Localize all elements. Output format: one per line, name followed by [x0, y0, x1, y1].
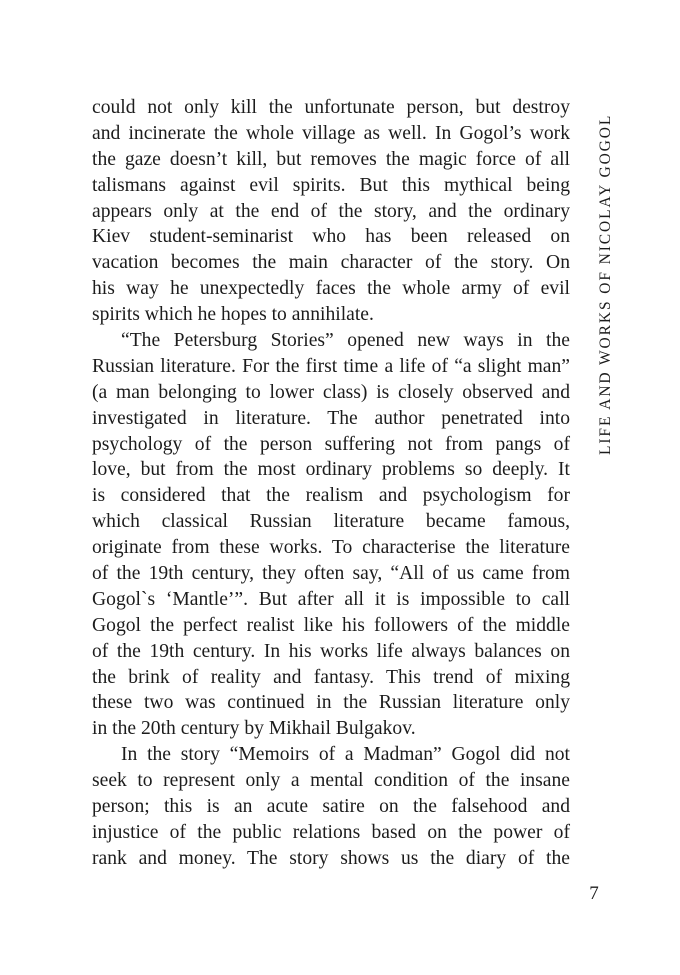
text-line: seek to represent only a mental condition of the insane [92, 770, 570, 792]
text-line: the brink of reality and fantasy. This trend of mixing [92, 666, 570, 688]
text-line: and incinerate the whole village as well. In Gogol’s work [92, 122, 570, 144]
text-line: appears only at the end of the story, and the ordinary [92, 200, 570, 222]
text-line: in the 20th century by Mikhail Bulgakov. [92, 718, 416, 740]
text-line: love, but from the most ordinary problems so deeply. It [92, 459, 570, 481]
text-line: psychology of the person suffering not from pangs of [92, 433, 570, 455]
text-line: vacation becomes the main character of the story. On [92, 252, 570, 274]
text-line: investigated in literature. The author penetrated into [92, 407, 570, 429]
text-line: person; this is an acute satire on the falsehood and [92, 796, 570, 818]
text-line: these two was continued in the Russian literature only [92, 692, 570, 714]
text-line: spirits which he hopes to annihilate. [92, 304, 374, 326]
body-text [92, 95, 570, 872]
text-line: could not only kill the unfortunate person, but destroy [92, 97, 570, 118]
text-line: Kiev student-seminarist who has been released on [92, 226, 570, 248]
text-line: Gogol the perfect realist like his followers of the middle [92, 614, 570, 636]
paragraph [92, 95, 570, 328]
running-head: LIFE AND WORKS OF NICOLAY GOGOL [597, 113, 614, 455]
text-line: injustice of the public relations based on the power of [92, 821, 570, 843]
paragraph [92, 742, 570, 871]
text-line: “The Petersburg Stories” opened new ways in the [121, 330, 570, 352]
text-line: Gogol`s ‘Mantle’”. But after all it is impossible to call [92, 588, 570, 610]
text-line: his way he unexpectedly faces the whole army of evil [92, 278, 570, 300]
text-line: Russian literature. For the first time a life of “a slight man” [92, 355, 570, 377]
text-line: talismans against evil spirits. But this mythical being [92, 174, 570, 196]
text-line: originate from these works. To characterise the literature [92, 537, 570, 559]
text-line: of the 19th century, they often say, “All of us came from [92, 563, 570, 585]
text-line: rank and money. The story shows us the diary of the [92, 847, 570, 869]
paragraph [92, 328, 570, 742]
text-line: In the story “Memoirs of a Madman” Gogol did not [121, 744, 570, 766]
page-number: 7 [589, 883, 599, 904]
text-line: is considered that the realism and psychologism for [92, 485, 570, 507]
text-line: which classical Russian literature became famous, [92, 511, 570, 533]
text-line: the gaze doesn’t kill, but removes the magic force of all [92, 148, 570, 170]
text-line: (a man belonging to lower class) is closely observed and [92, 381, 570, 403]
text-line: of the 19th century. In his works life always balances on [92, 640, 570, 662]
